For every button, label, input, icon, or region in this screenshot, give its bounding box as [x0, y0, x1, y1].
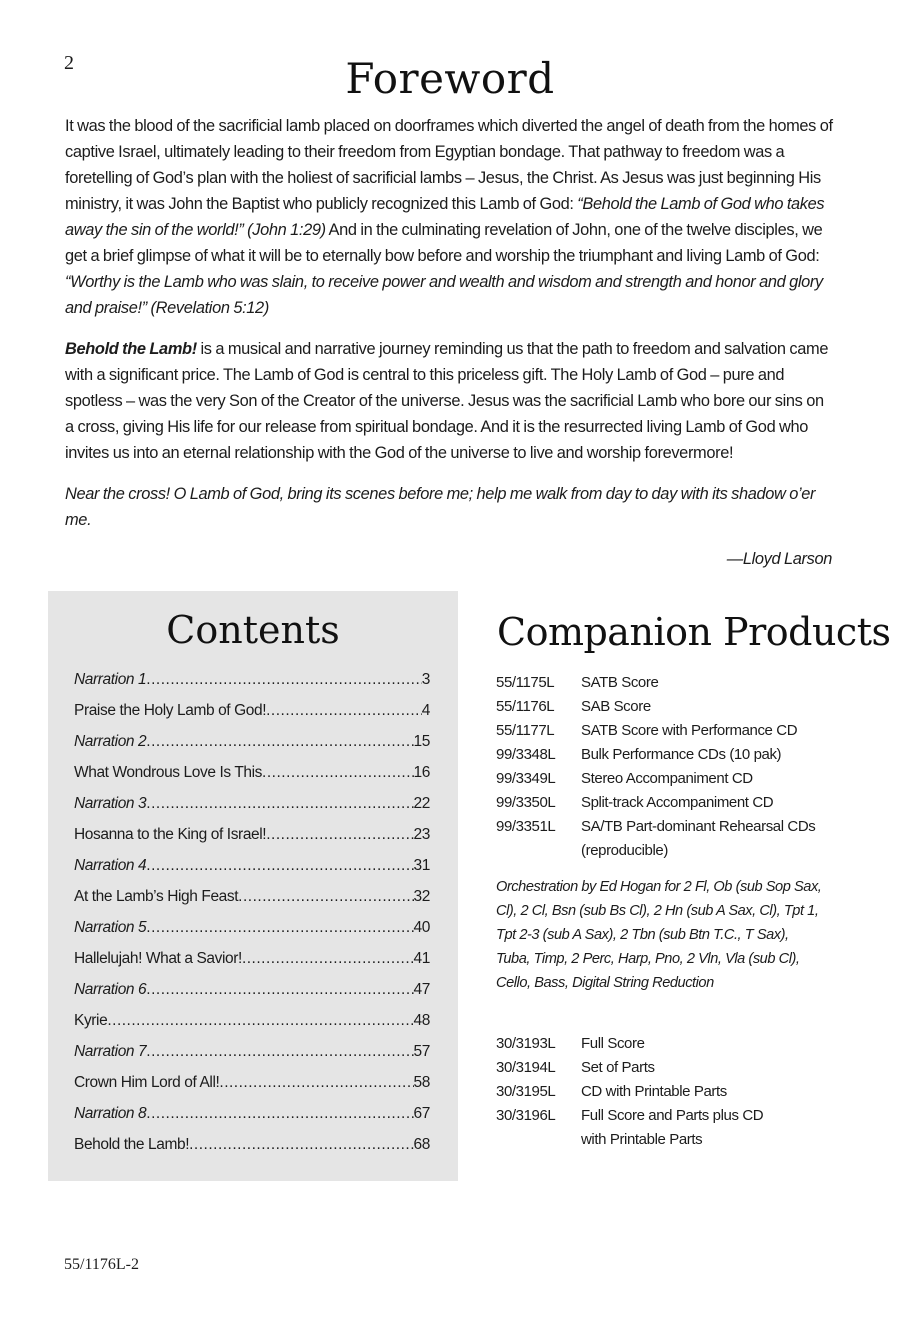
dot-leader [107, 1008, 413, 1034]
dot-leader [266, 822, 413, 848]
contents-item-page: 48 [413, 1012, 430, 1029]
dot-leader [262, 760, 414, 786]
product-row [496, 839, 856, 863]
contents-item-page: 31 [413, 857, 430, 874]
contents-item [74, 729, 430, 760]
product-description: Set of Parts [581, 1059, 655, 1076]
contents-item [74, 760, 430, 791]
product-code [496, 839, 581, 863]
product-code: 99/3350L [496, 794, 556, 811]
foreword-text: It was the blood of the sacrificial lamb placed on doorframes which diverted the angel of death from the homes of captive Israel, ultimately leading to their freedom from Egyptian bondage. That pathway to freedom was a foretelling of God’s plan with the holiest of sacrificial lambs – Jesus, the Christ. As Jesus was just beginning His ministry, it was John the Baptist who publicly recognized this Lamb of God: [65, 117, 833, 213]
orchestration-products-list [496, 1032, 856, 1152]
product-description: (reproducible) [581, 842, 668, 859]
foreword-title: Foreword [345, 54, 555, 103]
contents-item-title: Narration 6 [74, 981, 147, 998]
product-description: SATB Score [581, 674, 659, 691]
contents-item-title: At the Lamb’s High Feast [74, 888, 239, 905]
contents-item-page: 3 [421, 671, 430, 688]
contents-item-page: 67 [413, 1105, 430, 1122]
dot-leader [189, 1132, 413, 1158]
contents-item [74, 853, 430, 884]
dot-leader [146, 977, 413, 1003]
contents-item [74, 915, 430, 946]
contents-item-title: Narration 5 [74, 919, 147, 936]
contents-item-page: 47 [413, 981, 430, 998]
product-row [496, 815, 856, 839]
product-row [496, 1080, 856, 1104]
contents-item-page: 40 [413, 919, 430, 936]
companion-products-list [496, 671, 856, 863]
dot-leader [146, 729, 413, 755]
dot-leader [146, 1039, 413, 1065]
contents-item-title: Narration 8 [74, 1105, 147, 1122]
product-code: 30/3195L [496, 1083, 556, 1100]
product-description: Split-track Accompaniment CD [581, 794, 774, 811]
product-row [496, 1104, 856, 1128]
signature: —Lloyd Larson [726, 550, 832, 568]
dot-leader [146, 1101, 413, 1127]
contents-item [74, 698, 430, 729]
contents-item [74, 884, 430, 915]
contents-item [74, 977, 430, 1008]
dot-leader [242, 946, 414, 972]
contents-item-title: Praise the Holy Lamb of God! [74, 702, 267, 719]
contents-item-title: Behold the Lamb! [74, 1136, 190, 1153]
contents-item [74, 667, 430, 698]
contents-item-title: Kyrie [74, 1012, 108, 1029]
contents-item-page: 57 [413, 1043, 430, 1060]
dot-leader [146, 915, 413, 941]
foreword-paragraph-1 [65, 113, 835, 321]
contents-item [74, 1101, 430, 1132]
hymn-quote: Near the cross! O Lamb of God, bring its scenes before me; help me walk from day to day with its shadow o’er me. [65, 485, 816, 529]
product-row [496, 719, 856, 743]
foreword-text: is a musical and narrative journey reminding us that the path to freedom and salvation came with a significant price. The Lamb of God is central to this priceless gift. The Holy Lamb of God – pure and spotless – was the very Son of the Creator of the universe. Jesus was the sacrificial Lamb who bore our sins on a cross, giving His life for our release from spiritual bondage. And it is the resurrected living Lamb of God who invites us into an eternal relationship with the God of the universe to live and worship forevermore! [65, 340, 829, 462]
contents-item-page: 58 [413, 1074, 430, 1091]
contents-item-page: 32 [413, 888, 430, 905]
product-description: SAB Score [581, 698, 651, 715]
contents-item [74, 946, 430, 977]
contents-item [74, 791, 430, 822]
contents-item-title: Hallelujah! What a Savior! [74, 950, 242, 967]
contents-item-page: 22 [413, 795, 430, 812]
scripture-quote-revelation: “Worthy is the Lamb who was slain, to receive power and wealth and wisdom and strength and honor and glory and praise!” (Revelation 5:12) [65, 273, 823, 317]
dot-leader [266, 698, 422, 724]
product-description: SA/TB Part-dominant Rehearsal CDs [581, 818, 816, 835]
foreword-paragraph-2 [65, 336, 835, 466]
product-code: 30/3193L [496, 1035, 556, 1052]
contents-item-page: 23 [413, 826, 430, 843]
product-row [496, 743, 856, 767]
contents-item-page: 68 [413, 1136, 430, 1153]
contents-item [74, 1070, 430, 1101]
product-row [496, 1032, 856, 1056]
product-row [496, 671, 856, 695]
product-code: 30/3196L [496, 1107, 556, 1124]
foreword-text: And in the culminating revelation of John, one of the twelve disciples, we get a brief glimpse of what it will be to eternally bow before and worship the triumphant and living Lamb of God: [65, 221, 823, 265]
contents-item-title: Narration 4 [74, 857, 147, 874]
contents-item [74, 1039, 430, 1070]
foreword-paragraph-3 [65, 481, 835, 533]
contents-item-page: 16 [413, 764, 430, 781]
contents-item-title: Crown Him Lord of All! [74, 1074, 220, 1091]
work-title: Behold the Lamb! [65, 340, 197, 358]
contents-item [74, 1132, 430, 1163]
foreword-body [65, 113, 835, 587]
product-code: 55/1177L [496, 722, 555, 739]
contents-item-title: Narration 2 [74, 733, 147, 750]
companion-products-title: Companion Products [497, 610, 891, 654]
contents-list [74, 667, 430, 1163]
product-description: with Printable Parts [581, 1131, 703, 1148]
contents-item [74, 1008, 430, 1039]
contents-item-title: Narration 1 [74, 671, 147, 688]
product-description: Bulk Performance CDs (10 pak) [581, 746, 782, 763]
contents-item-title: What Wondrous Love Is This [74, 764, 263, 781]
contents-item-page: 4 [421, 702, 430, 719]
product-description: Full Score [581, 1035, 645, 1052]
contents-item-page: 41 [413, 950, 430, 967]
product-description: Stereo Accompaniment CD [581, 770, 753, 787]
contents-item [74, 822, 430, 853]
dot-leader [219, 1070, 413, 1096]
catalog-code: 55/1176L-2 [64, 1256, 139, 1273]
product-row [496, 767, 856, 791]
product-code: 55/1176L [496, 698, 555, 715]
contents-item-title: Hosanna to the King of Israel! [74, 826, 267, 843]
product-description: SATB Score with Performance CD [581, 722, 798, 739]
product-code: 30/3194L [496, 1059, 556, 1076]
dot-leader [146, 667, 421, 693]
contents-item-page: 15 [413, 733, 430, 750]
product-description: CD with Printable Parts [581, 1083, 727, 1100]
orchestration-note: Orchestration by Ed Hogan for 2 Fl, Ob (sub Sop Sax, Cl), 2 Cl, Bsn (sub Bs Cl), 2 Hn (sub A Sax, Cl), Tpt 1, Tpt 2-3 (sub A Sax), 2 Tbn (sub Btn T.C., T Sax), Tuba, Timp, 2 Perc, Harp, Pno, 2 Vln, Vla (sub Cl), Cello, Bass, Digital String Reduction [496, 879, 822, 991]
product-code: 99/3349L [496, 770, 556, 787]
product-code: 99/3348L [496, 746, 556, 763]
dot-leader [238, 884, 413, 910]
scripture-quote-john: “Behold the Lamb of God who takes away the sin of the world!” (John 1:29) [65, 195, 825, 239]
contents-item-title: Narration 3 [74, 795, 147, 812]
product-description: Full Score and Parts plus CD [581, 1107, 764, 1124]
product-row [496, 695, 856, 719]
product-row [496, 1056, 856, 1080]
dot-leader [146, 853, 413, 879]
product-code: 99/3351L [496, 818, 556, 835]
contents-item-title: Narration 7 [74, 1043, 147, 1060]
product-row [496, 791, 856, 815]
dot-leader [146, 791, 413, 817]
product-code [496, 1128, 581, 1152]
page-number: 2 [64, 52, 74, 74]
product-row [496, 1128, 856, 1152]
contents-title: Contents [166, 608, 340, 652]
product-code: 55/1175L [496, 674, 555, 691]
